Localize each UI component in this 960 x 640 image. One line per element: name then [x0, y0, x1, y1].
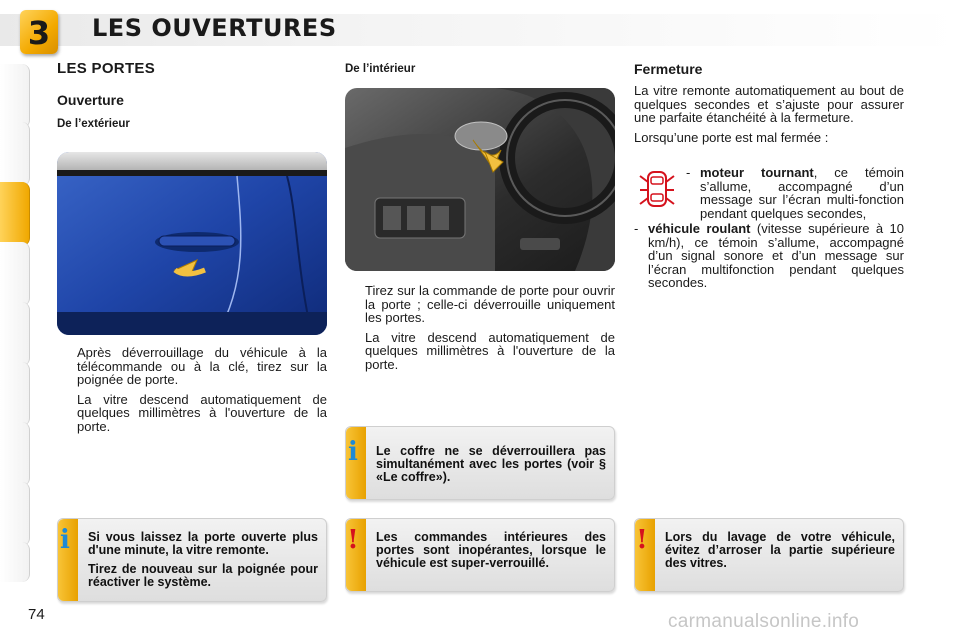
superlock-notice-text: Les commandes intérieures des portes sont inopérantes, lorsque le véhicule est super-verrouillé.	[376, 530, 606, 570]
badly-closed-intro: Lorsqu’une porte est mal fermée :	[634, 129, 829, 145]
warning-conditions	[634, 166, 904, 290]
door-exterior-photo	[57, 152, 327, 335]
chapter-tab-3-active[interactable]	[0, 182, 30, 246]
door-interior-photo	[345, 88, 615, 271]
door-open-notice	[88, 531, 318, 589]
inside-heading: De l’intérieur	[345, 63, 416, 75]
info-box-trunk	[345, 426, 615, 500]
door-open-notice-2: Tirez de nouveau sur la poignée pour réactiver le système.	[88, 562, 318, 589]
watermark: carmanualsonline.info	[668, 611, 860, 632]
pointer-icon	[57, 346, 77, 387]
closing-title: Fermeture	[634, 61, 703, 77]
condition-engine-text: , ce témoin s’allume, accompagné d’un message sur l’écran multi-fonction pendant quelques secondes,	[700, 165, 904, 221]
dash-marker: -	[634, 221, 639, 236]
closing-paragraph: La vitre remonte automatiquement au bout de quelques secondes et s’ajuste pour assurer une parfaite étanchéité à la fermeture.	[634, 83, 904, 125]
left-column	[57, 62, 329, 131]
subsection-title: Ouverture	[57, 92, 124, 108]
warning-icon: !	[347, 525, 359, 555]
section-title: LES PORTES	[57, 60, 156, 77]
middle-text	[345, 284, 615, 371]
chapter-badge	[20, 10, 58, 54]
chapter-tab-2[interactable]	[0, 122, 30, 186]
chapter-tab-5[interactable]	[0, 302, 30, 366]
page-number: 74	[28, 606, 45, 623]
chapter-tab-6[interactable]	[0, 362, 30, 426]
warning-icon: !	[636, 525, 648, 555]
chapter-tab-4[interactable]	[0, 242, 30, 306]
chapter-tab-8[interactable]	[0, 482, 30, 546]
trunk-notice-text: Le coffre ne se déverrouillera pas simultanément avec les portes (voir § «Le coffre»).	[376, 444, 606, 484]
middle-header	[345, 62, 617, 76]
page-title: LES OUVERTURES	[92, 14, 337, 42]
door-open-notice-1: Si vous laissez la porte ouverte plus d'une minute, la vitre remonte.	[88, 530, 318, 557]
chapter-tab-9[interactable]	[0, 542, 30, 582]
condition-engine-running	[686, 166, 904, 220]
condition-moving-text: (vitesse supérieure à 10 km/h), ce témoin s’allume, accompagné d’un signal sonore et d’un message sur l’écran multifonction pendant quelques secondes.	[648, 221, 904, 290]
washing-notice-text: Lors du lavage de votre véhicule, évitez d’arroser la partie supérieure des vitres.	[665, 530, 895, 570]
outside-heading: De l’extérieur	[57, 118, 130, 130]
condition-engine-label: moteur tournant	[700, 165, 814, 180]
info-icon: i	[60, 525, 70, 555]
door-interior-illustration	[345, 88, 615, 271]
info-icon: i	[348, 437, 358, 467]
right-column	[634, 62, 904, 144]
exterior-note: La vitre descend automatiquement de quelques millimètres à l'ouverture de la porte.	[77, 391, 327, 434]
bullet-item	[345, 284, 615, 325]
page-header	[0, 0, 960, 56]
chapter-tab-7[interactable]	[0, 422, 30, 486]
interior-note: La vitre descend automatiquement de quelques millimètres à l'ouverture de la porte.	[365, 329, 615, 372]
warning-box-superlock	[345, 518, 615, 592]
condition-moving-label: véhicule roulant	[648, 221, 751, 236]
bullet-item	[57, 346, 327, 387]
exterior-instruction: Après déverrouillage du véhicule à la télécommande ou à la clé, tirez sur la poignée de porte.	[77, 345, 327, 387]
dash-marker: -	[686, 165, 691, 180]
chapter-tabs	[0, 64, 34, 584]
pointer-icon	[345, 284, 365, 325]
condition-vehicle-moving	[634, 222, 904, 290]
chapter-tab-1[interactable]	[0, 64, 30, 128]
door-exterior-illustration	[57, 152, 327, 335]
chapter-number: 3	[27, 14, 51, 52]
warning-box-washing	[634, 518, 904, 592]
info-box-door-open	[57, 518, 327, 602]
interior-instruction: Tirez sur la commande de porte pour ouvrir la porte ; celle-ci déverrouille uniquement les portes.	[365, 283, 615, 325]
left-text	[57, 346, 327, 433]
